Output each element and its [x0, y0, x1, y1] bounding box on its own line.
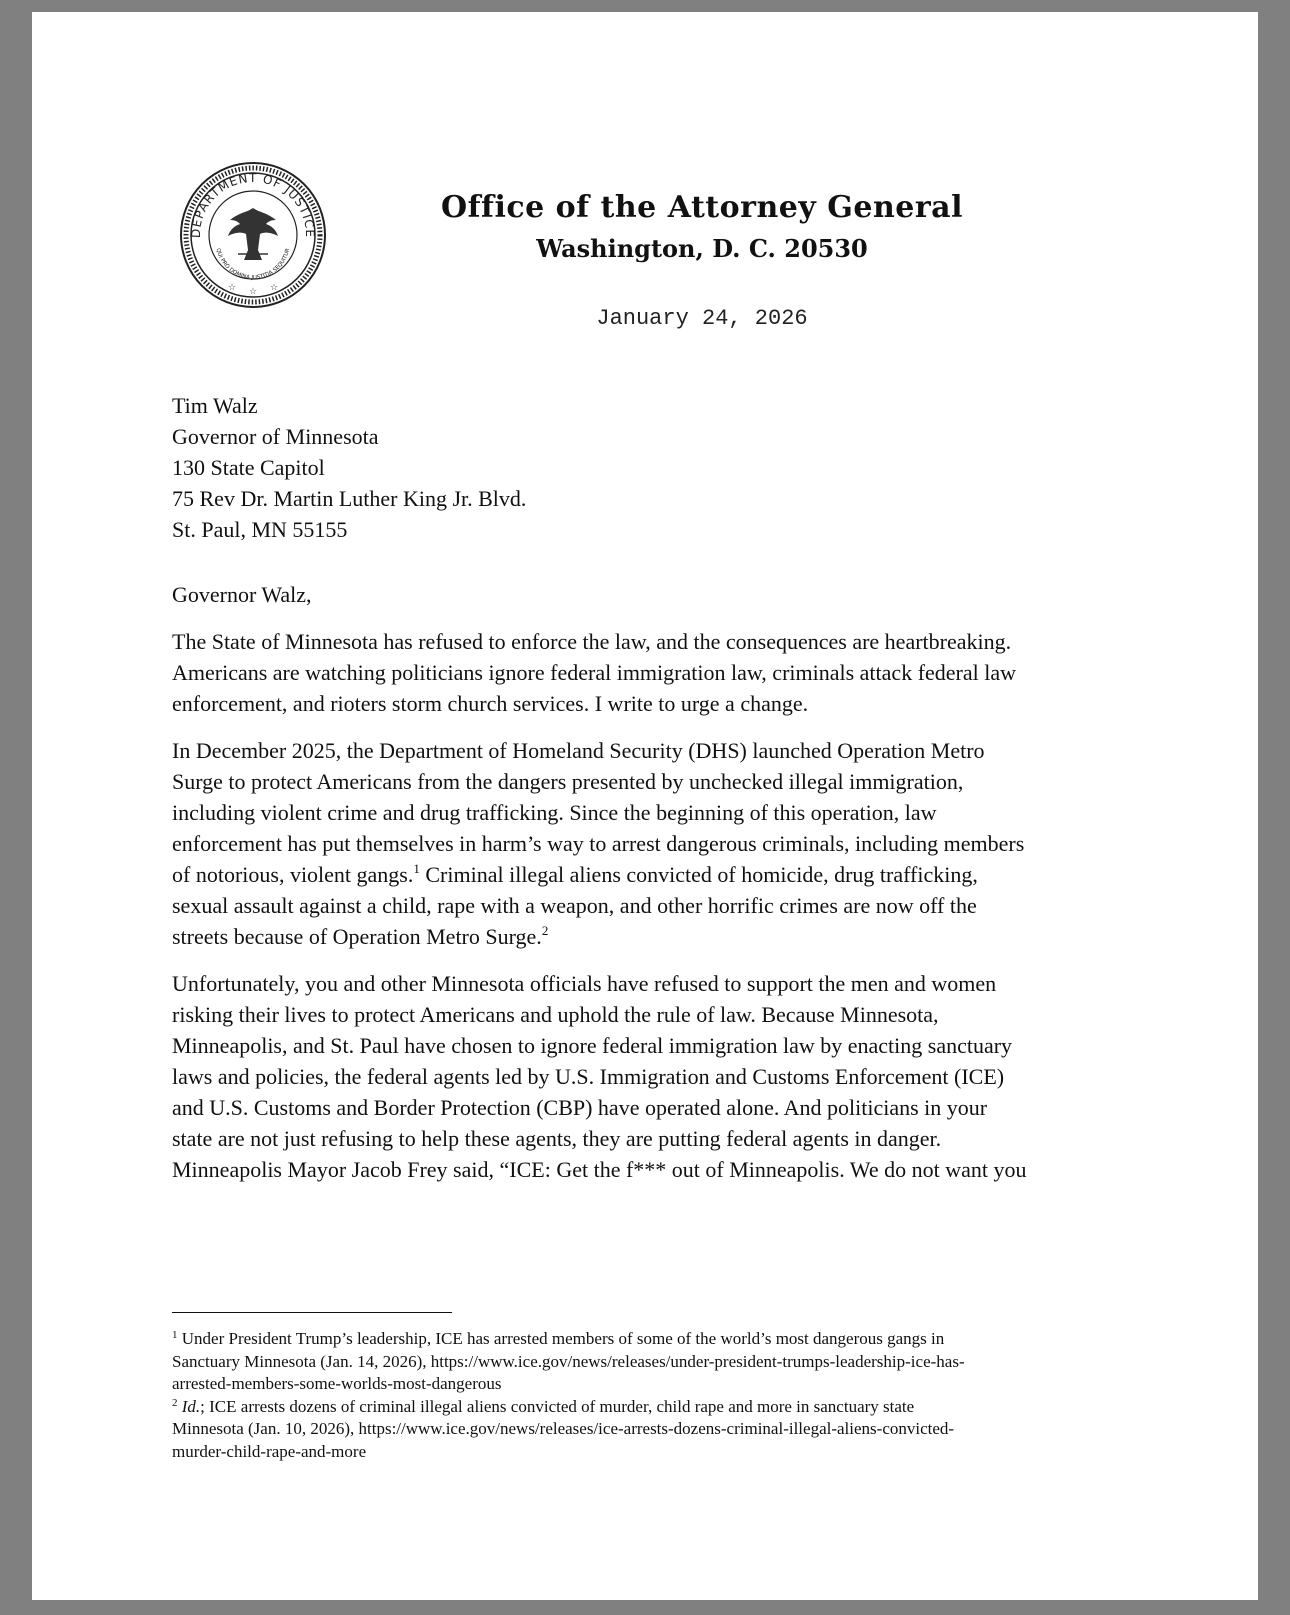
doj-seal-icon: [178, 160, 328, 310]
paragraph-1: [172, 626, 1112, 719]
body-line: enforcement, and rioters storm church services. I write to urge a change.: [172, 691, 809, 716]
footnote-text: ; ICE arrests dozens of criminal illegal aliens convicted of murder, child rape and more in sanctuary state: [200, 1396, 915, 1416]
footnote-1-line: arrested-members-some-worlds-most-dangerous: [172, 1374, 502, 1393]
body-line: Minneapolis Mayor Jacob Frey said, “ICE: Get the f*** out of Minneapolis. We do not want you: [172, 1157, 1027, 1182]
svg-text:QUI PRO DOMINA JUSTITIA SEQUIT: QUI PRO DOMINA JUSTITIA SEQUITUR: [214, 247, 292, 282]
recipient-address: [172, 390, 526, 545]
body-line: Surge to protect Americans from the dangers presented by unchecked illegal immigration,: [172, 769, 964, 794]
svg-text:DEPARTMENT OF JUSTICE: DEPARTMENT OF JUSTICE: [188, 170, 318, 239]
body-line: [172, 859, 1112, 890]
footnote-1-line: [172, 1328, 1112, 1351]
recipient-line: 75 Rev Dr. Martin Luther King Jr. Blvd.: [172, 486, 527, 511]
footnote-2-line: murder-child-rape-and-more: [172, 1441, 367, 1461]
body-text: streets because of Operation Metro Surge.: [172, 924, 542, 949]
svg-text:☆: ☆: [228, 283, 237, 293]
salutation: Governor Walz,: [172, 582, 312, 607]
svg-text:☆: ☆: [270, 283, 279, 293]
recipient-line: Tim Walz: [172, 393, 258, 418]
body-line: including violent crime and drug trafficking. Since the beginning of this operation, law: [172, 800, 937, 825]
body-line: In December 2025, the Department of Homeland Security (DHS) launched Operation Metro: [172, 738, 985, 763]
letter-body: [172, 626, 1112, 1201]
footnote-2-line: Minnesota (Jan. 10, 2026), https://www.ice.gov/news/releases/ice-arrests-dozens-criminal-illegal-aliens-convicted-: [172, 1419, 955, 1438]
footnote-1-line: Sanctuary Minnesota (Jan. 14, 2026), https://www.ice.gov/news/releases/under-president-trumps-leadership-ice-has-: [172, 1351, 965, 1371]
body-line: sexual assault against a child, rape with a weapon, and other horrific crimes are now off the: [172, 893, 977, 918]
recipient-line: 130 State Capitol: [172, 455, 325, 480]
office-address: Washington, D. C. 20530: [536, 234, 868, 263]
letter-date: January 24, 2026: [596, 306, 808, 331]
footnote-ref-1: 1: [413, 861, 420, 876]
footnote-2-line: [172, 1396, 1112, 1419]
footnotes: [172, 1328, 1112, 1463]
office-title: Office of the Attorney General: [441, 190, 963, 225]
body-line: and U.S. Customs and Border Protection (CBP) have operated alone. And politicians in your: [172, 1095, 988, 1120]
footnote-number: 1: [172, 1329, 178, 1341]
paragraph-3: [172, 968, 1112, 1185]
body-line: risking their lives to protect Americans and uphold the rule of law. Because Minnesota,: [172, 1002, 939, 1027]
svg-text:☆: ☆: [249, 287, 258, 297]
body-line: [172, 921, 1112, 952]
footnote-text: Under President Trump’s leadership, ICE has arrested members of some of the world’s most dangerous gangs in: [177, 1329, 945, 1348]
letter-page: [32, 12, 1258, 1600]
recipient-line: St. Paul, MN 55155: [172, 517, 348, 542]
body-line: Americans are watching politicians ignore federal immigration law, criminals attack federal law: [172, 660, 1017, 685]
body-line: Minneapolis, and St. Paul have chosen to ignore federal immigration law by enacting sanctuary: [172, 1033, 1013, 1058]
footnote-ref-2: 2: [541, 923, 549, 938]
footnote-id: Id.: [181, 1396, 201, 1416]
body-text: of notorious, violent gangs.: [172, 862, 414, 887]
body-text: Criminal illegal aliens convicted of homicide, drug trafficking,: [419, 862, 978, 887]
body-line: The State of Minnesota has refused to enforce the law, and the consequences are heartbreaking.: [172, 629, 1012, 654]
body-line: laws and policies, the federal agents led by U.S. Immigration and Customs Enforcement (ICE): [172, 1064, 1005, 1089]
paragraph-2: [172, 735, 1112, 952]
body-line: state are not just refusing to help these agents, they are putting federal agents in danger.: [172, 1126, 942, 1151]
footnote-divider: [172, 1312, 452, 1313]
footnote-number: 2: [172, 1396, 178, 1409]
body-line: enforcement has put themselves in harm’s way to arrest dangerous criminals, including members: [172, 831, 1025, 856]
body-line: Unfortunately, you and other Minnesota officials have refused to support the men and women: [172, 971, 997, 996]
recipient-line: Governor of Minnesota: [172, 424, 379, 449]
